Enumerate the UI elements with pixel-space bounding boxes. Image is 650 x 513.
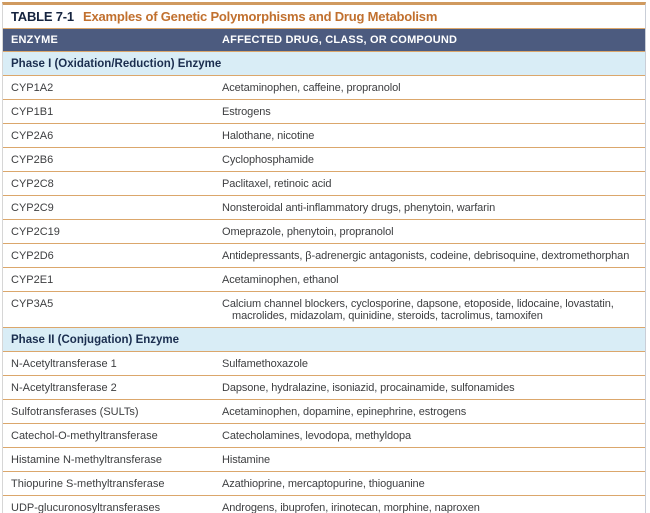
table-row bbox=[3, 268, 645, 292]
table-row bbox=[3, 400, 645, 424]
drugs-cell: Cyclophosphamide bbox=[222, 154, 314, 166]
enzyme-cell: CYP2C19 bbox=[11, 226, 60, 238]
enzyme-cell: CYP3A5 bbox=[11, 298, 54, 310]
enzyme-cell: N-Acetyltransferase 2 bbox=[11, 382, 117, 394]
drugs-cell: Nonsteroidal anti-inflammatory drugs, phenytoin, warfarin bbox=[222, 202, 496, 214]
drugs-cell: Halothane, nicotine bbox=[222, 130, 315, 142]
table-row bbox=[3, 352, 645, 376]
drugs-cell: Estrogens bbox=[222, 106, 271, 118]
table-row bbox=[3, 244, 645, 268]
table-row bbox=[3, 472, 645, 496]
table-row bbox=[3, 220, 645, 244]
drugs-cell: Paclitaxel, retinoic acid bbox=[222, 178, 332, 190]
drugs-cell: Omeprazole, phenytoin, propranolol bbox=[222, 226, 394, 238]
table-row bbox=[3, 100, 645, 124]
table-genetic-polymorphisms bbox=[2, 2, 646, 513]
table-row bbox=[3, 292, 645, 328]
enzyme-cell: CYP2C8 bbox=[11, 178, 54, 190]
drugs-cell: Dapsone, hydralazine, isoniazid, procainamide, sulfonamides bbox=[222, 382, 515, 394]
enzyme-cell: CYP2B6 bbox=[11, 154, 54, 166]
enzyme-cell: CYP2D6 bbox=[11, 250, 54, 262]
drugs-cell: Androgens, ibuprofen, irinotecan, morphine, naproxen bbox=[222, 502, 480, 513]
section-header-phase-1: Phase I (Oxidation/Reduction) Enzyme bbox=[3, 52, 645, 76]
table-title-text: Examples of Genetic Polymorphisms and Drug Metabolism bbox=[82, 9, 438, 24]
table-row bbox=[3, 124, 645, 148]
drugs-cell: Acetaminophen, dopamine, epinephrine, estrogens bbox=[222, 406, 467, 418]
table-row bbox=[3, 496, 645, 513]
table-row bbox=[3, 424, 645, 448]
enzyme-cell: N-Acetyltransferase 1 bbox=[11, 358, 117, 370]
table-row bbox=[3, 376, 645, 400]
enzyme-cell: Sulfotransferases (SULTs) bbox=[11, 406, 139, 418]
drugs-cell: Calcium channel blockers, cyclosporine, dapsone, etoposide, lidocaine, lovastatin, macrolides, midazolam, quinidine, steroids, tacrolimus, tamoxifen bbox=[222, 298, 614, 322]
table-row bbox=[3, 76, 645, 100]
enzyme-cell: CYP2A6 bbox=[11, 130, 54, 142]
table-row bbox=[3, 196, 645, 220]
enzyme-cell: CYP2C9 bbox=[11, 202, 54, 214]
drugs-cell: Sulfamethoxazole bbox=[222, 358, 308, 370]
table-number-label: TABLE 7-1 bbox=[11, 9, 74, 24]
column-header-row bbox=[3, 29, 645, 52]
enzyme-cell: Thiopurine S-methyltransferase bbox=[11, 478, 165, 490]
enzyme-cell: Catechol-O-methyltransferase bbox=[11, 430, 158, 442]
enzyme-cell: Histamine N-methyltransferase bbox=[11, 454, 162, 466]
table-row bbox=[3, 148, 645, 172]
column-header-enzyme: ENZYME bbox=[11, 34, 59, 46]
column-header-drugs: AFFECTED DRUG, CLASS, OR COMPOUND bbox=[222, 34, 458, 46]
table-row bbox=[3, 448, 645, 472]
enzyme-cell: CYP1A2 bbox=[11, 82, 54, 94]
drugs-cell: Histamine bbox=[222, 454, 271, 466]
table-title-bar bbox=[3, 5, 645, 29]
enzyme-cell: CYP2E1 bbox=[11, 274, 54, 286]
section-header-phase-2: Phase II (Conjugation) Enzyme bbox=[3, 328, 645, 352]
table-row bbox=[3, 172, 645, 196]
enzyme-cell: CYP1B1 bbox=[11, 106, 54, 118]
drugs-cell: Azathioprine, mercaptopurine, thioguanine bbox=[222, 478, 425, 490]
drugs-cell: Antidepressants, β-adrenergic antagonists, codeine, debrisoquine, dextromethorphan bbox=[222, 250, 630, 262]
drugs-cell: Acetaminophen, caffeine, propranolol bbox=[222, 82, 401, 94]
drugs-cell: Acetaminophen, ethanol bbox=[222, 274, 339, 286]
drugs-cell: Catecholamines, levodopa, methyldopa bbox=[222, 430, 412, 442]
enzyme-cell: UDP-glucuronosyltransferases bbox=[11, 502, 161, 513]
